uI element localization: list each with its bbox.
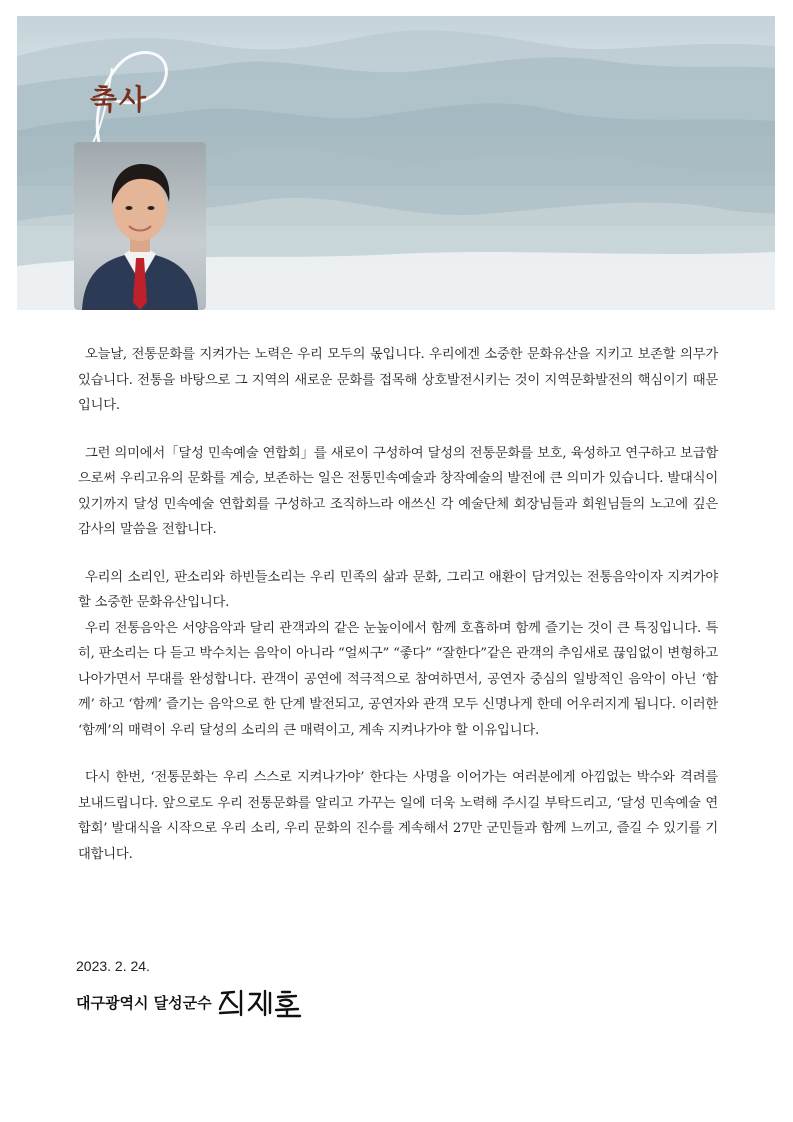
- page-title: 축사: [90, 83, 149, 116]
- paragraph: 다시 한번, ‘전통문화는 우리 스스로 지켜나가야’ 한다는 사명을 이어가는 여러분에게 아낌없는 박수와 격려를 보내드립니다. 앞으로도 우리 전통문화를 알리고 가꾸는 일에 더욱 노력해 주시길 부탁드리고, ‘달성 민속예술 연합회’ 발대식을 시작으로 우리 소리, 우리 문화의 진수를 계속해서 27만 군민들과 함께 느끼고, 즐길 수 있기를 기대합니다.: [78, 770, 718, 862]
- paragraph: 그런 의미에서「달성 민속예술 연합회」를 새로이 구성하여 달성의 전통문화를 보호, 육성하고 연구하고 보급함으로써 우리고유의 문화를 계승, 보존하는 일은 전통민속예술과 창작예술의 발전에 큰 의미가 있습니다. 발대식이 있기까지 달성 민속예술 연합회를 구성하고 조직하느라 애쓰신 각 예술단체 회장님들과 회원님들의 노고에 깊은 감사의 말씀을 전합니다.: [78, 445, 718, 537]
- paragraph: 오늘날, 전통문화를 지켜가는 노력은 우리 모두의 몫입니다. 우리에겐 소중한 문화유산을 지키고 보존할 의무가 있습니다. 전통을 바탕으로 그 지역의 새로운 문화를 접목해 상호발전시키는 것이 지역문화발전의 핵심이기 때문입니다.: [78, 347, 718, 413]
- signature-block: [76, 985, 308, 1019]
- portrait-photo: [74, 142, 206, 310]
- paragraph: 우리의 소리인, 판소리와 하빈들소리는 우리 민족의 삶과 문화, 그리고 애환이 담겨있는 전통음악이자 지켜가야 할 소중한 문화유산입니다.: [78, 569, 718, 610]
- paragraph: 우리 전통음악은 서양음악과 달리 관객과의 같은 눈높이에서 함께 호흡하며 함께 즐기는 것이 큰 특징입니다. 특히, 판소리는 다 듣고 박수치는 음악이 아니라 “얼씨구” “좋다” “잘한다”같은 관객의 추임새로 끊임없이 변형하고 나아가면서 무대를 완성합니다. 관객이 공연에 적극적으로 참여하면서, 공연자 중심의 일방적인 음악이 아닌 ‘함께’ 하고 ‘함께’ 즐기는 음악으로 한 단계 발전되고, 공연자와 관객 모두 신명나게 한데 어우러지게 됩니다. 이러한 ‘함께’의 매력이 우리 달성의 소리의 큰 매력이고, 계속 지켜나가야 할 이유입니다.: [78, 620, 718, 738]
- letter-date: 2023. 2. 24.: [76, 958, 150, 974]
- handwritten-signature: [218, 985, 308, 1019]
- person-figure: [74, 142, 206, 310]
- signatory-title: 대구광역시 달성군수: [76, 993, 212, 1012]
- letter-body: [78, 342, 718, 889]
